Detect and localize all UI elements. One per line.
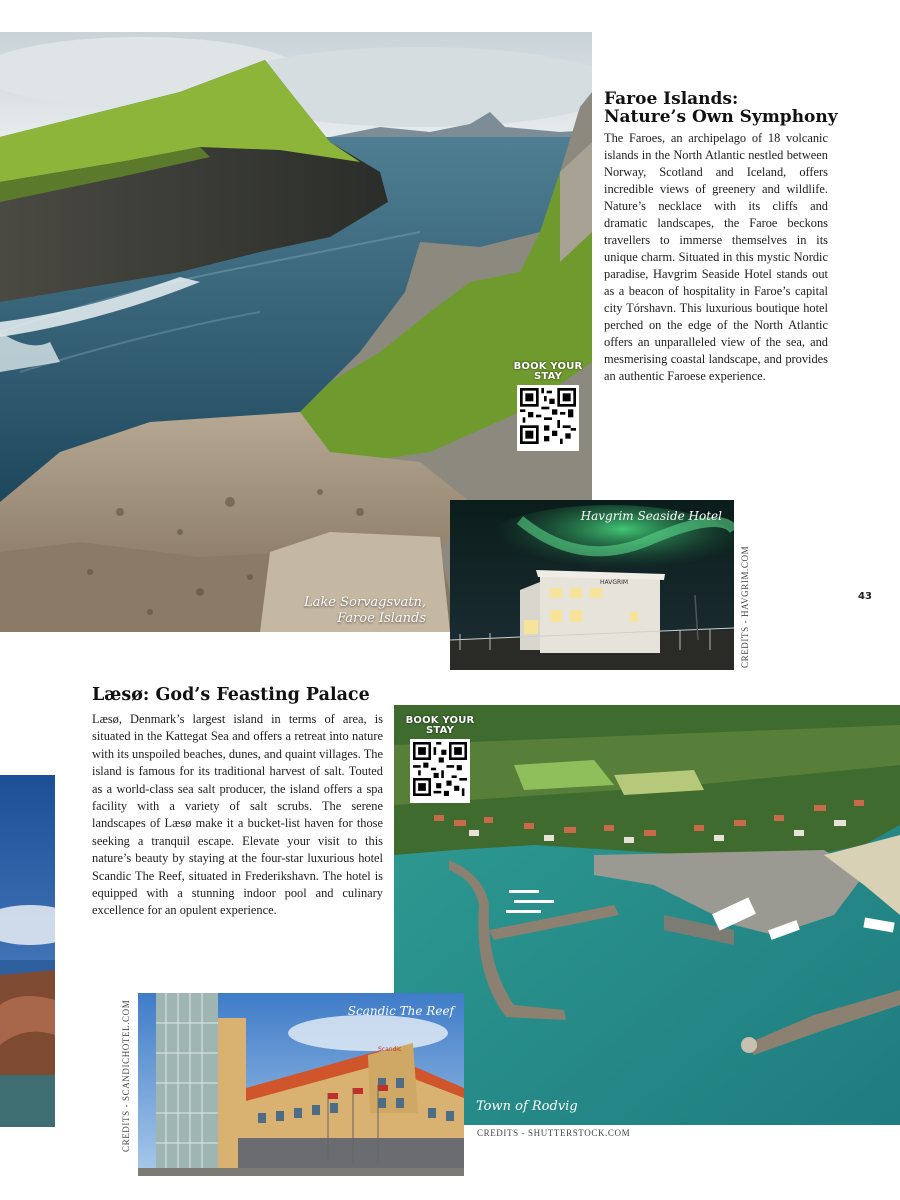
havgrim-hotel-photo [450,500,734,670]
qr-code-icon[interactable] [410,739,470,803]
faroe-book-stay-qr[interactable] [510,362,586,451]
harbor-photo-caption: Town of Rodvig [476,1099,578,1114]
scandic-sign: Scandic [378,1046,402,1053]
scandic-credit: CREDITS - SCANDICHOTEL.COM [121,999,131,1152]
faroe-photo-caption-line2: Faroe Islands [337,611,426,626]
faroe-article-body: The Faroes, an archipelago of 18 volcanic islands in the North Atlantic nestled between Norway, Scotland and Iceland, offers incredible views of greenery and wildlife. Nature’s necklace with its cliffs and dramatic landscapes, the Faroe beckons travellers to immerse themselves in its unique charm. Situated in this mystic Nordic paradise, Havgrim Seaside Hotel stands out as a beacon of hospitality in Faroe’s capital city Tórshavn. This luxurious boutique hotel perched on the edge of the North Atlantic offers an unparalleled view of the sea, and mesmerising coastal landscape, and provides an authentic Faroese experience. [604,131,828,383]
laeso-book-stay-qr[interactable] [404,716,476,803]
qr-label-line2: STAY [425,725,455,736]
qr-label-line1: BOOK YOUR [405,715,475,726]
faroe-title-line2: Nature’s Own Symphony [604,107,838,127]
qr-label-line1: BOOK YOUR [513,361,583,372]
edge-coast-photo [0,775,55,1127]
havgrim-credit: CREDITS - HAVGRIM.COM [740,545,750,668]
scandic-hotel-photo [138,993,464,1176]
harbor-credit: CREDITS - SHUTTERSTOCK.COM [477,1128,631,1138]
faroe-title-line1: Faroe Islands: [604,89,739,109]
laeso-article-title: Læsø: God’s Feasting Palace [92,685,370,705]
qr-code-icon[interactable] [517,385,579,451]
havgrim-photo-caption: Havgrim Seaside Hotel [580,509,722,523]
scandic-photo-caption: Scandic The Reef [347,1004,454,1018]
qr-label-line2: STAY [533,371,563,382]
page-number: 43 [858,591,872,602]
laeso-article-body: Læsø, Denmark’s largest island in terms of area, is situated in the Kattegat Sea and offers a retreat into nature with its unspoiled beaches, dunes, and quaint villages. The island is famous for its traditional harvest of salt. Touted as a world-class sea salt producer, the island offers a spa facility with a variety of salt scrubs. The serene landscapes of Læsø make it a bucket-list haven for those seeking a tranquil escape. Elevate your visit to this nature’s beauty by staying at the four-star luxurious hotel Scandic The Reef, situated in Frederikshavn. The hotel is equipped with a stunning indoor pool and culinary excellence for an opulent experience. [92,712,383,918]
faroe-article-title [604,90,844,126]
faroe-photo-caption-line1: Lake Sorvagsvatn, [304,595,426,610]
havgrim-sign: HAVGRIM [600,579,629,586]
